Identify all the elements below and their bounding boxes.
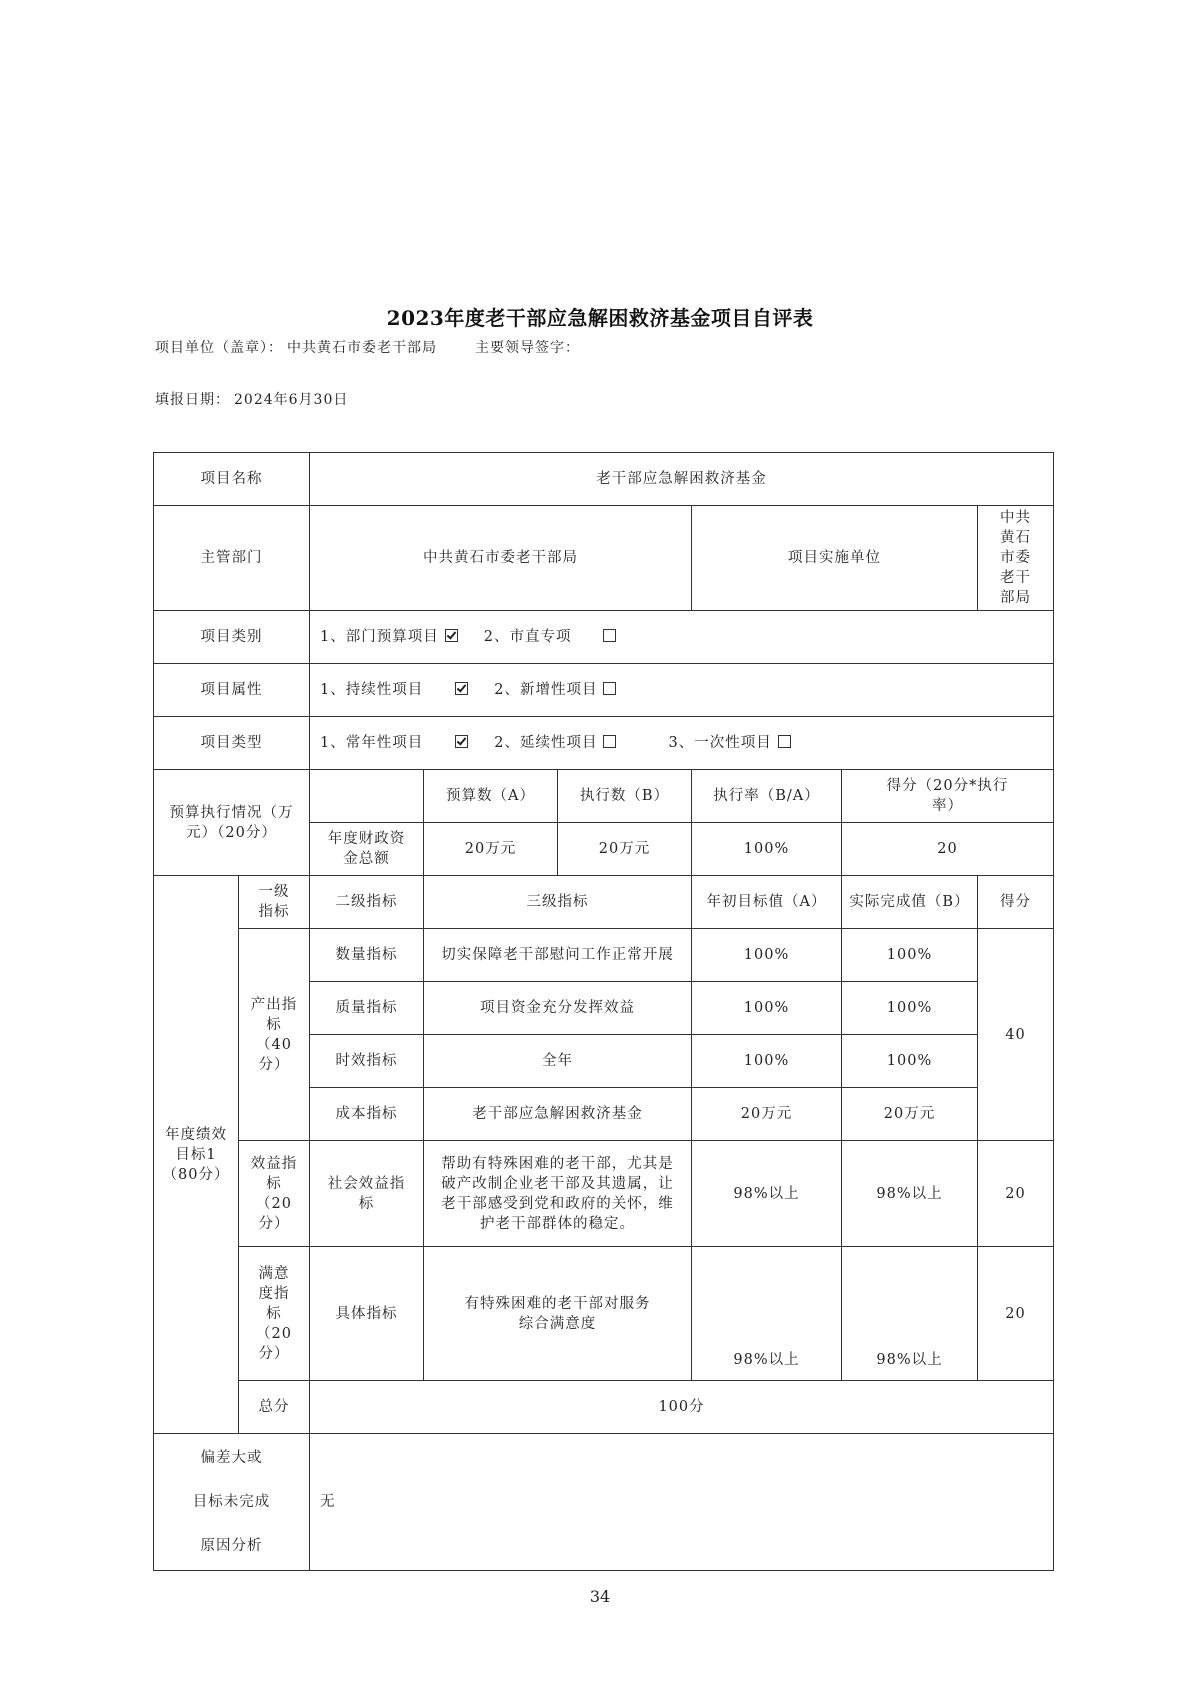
benefit-l3: 帮助有特殊困难的老干部，尤其是破产改制企业老干部及其遗属，让老干部感受到党和政府的关怀，维护老干部群体的稳定。 (424, 1141, 692, 1247)
head-score: 得分 (978, 876, 1054, 929)
budget-row-label: 年度财政资金总额 (310, 823, 424, 876)
budget-a: 20万元 (424, 823, 558, 876)
attr-options (310, 664, 1054, 717)
budget-head-rate: 执行率（B/A） (692, 770, 842, 823)
budget-rate: 100% (692, 823, 842, 876)
type-label: 项目类型 (154, 717, 310, 770)
category-label: 项目类别 (154, 611, 310, 664)
indicator-l3: 老干部应急解困救济基金 (424, 1088, 692, 1141)
indicator-actual: 100% (842, 1035, 978, 1088)
indicator-l3: 切实保障老干部慰问工作正常开展 (424, 929, 692, 982)
project-name-value: 老干部应急解困救济基金 (310, 453, 1054, 506)
cause-label-line: 目标未完成 (192, 1494, 271, 1510)
satis-score: 20 (978, 1247, 1054, 1381)
indicator-row (154, 929, 1054, 982)
indicator-actual: 20万元 (842, 1088, 978, 1141)
cause-label (154, 1434, 310, 1571)
category-opt1: 1、部门预算项目 (320, 629, 439, 645)
head-level1: 一级指标 (239, 876, 310, 929)
head-actual: 实际完成值（B） (842, 876, 978, 929)
attr-opt1: 1、持续性项目 (320, 682, 424, 698)
checked-box-icon[interactable] (455, 735, 468, 748)
indicator-target: 100% (692, 982, 842, 1035)
output-score: 40 (978, 929, 1054, 1141)
indicator-target: 100% (692, 1035, 842, 1088)
satis-l3: 有特殊困难的老干部对服务综合满意度 (424, 1247, 692, 1381)
self-evaluation-table (153, 452, 1054, 1571)
header-date-line (155, 389, 352, 409)
total-value: 100分 (310, 1381, 1054, 1434)
dept-label: 主管部门 (154, 506, 310, 611)
attr-label: 项目属性 (154, 664, 310, 717)
row-type (154, 717, 1054, 770)
row-budget-head (154, 770, 1054, 823)
cause-label-line: 原因分析 (200, 1538, 263, 1554)
unit-label: 项目单位（盖章）： (155, 340, 283, 356)
checked-box-icon[interactable] (455, 682, 468, 695)
row-project-name (154, 453, 1054, 506)
leader-label: 主要领导签字： (475, 340, 580, 356)
satis-l2: 具体指标 (310, 1247, 424, 1381)
indicator-l2: 质量指标 (310, 982, 424, 1035)
budget-label: 预算执行情况（万元）（20分） (154, 770, 310, 876)
empty-box-icon[interactable] (778, 735, 791, 748)
indicator-target: 100% (692, 929, 842, 982)
head-target: 年初目标值（A） (692, 876, 842, 929)
document-title: 2023年度老干部应急解困救济基金项目自评表 (386, 306, 814, 330)
benefit-l2: 社会效益指标 (310, 1141, 424, 1247)
indicator-actual: 100% (842, 929, 978, 982)
dept-value: 中共黄石市委老干部局 (310, 506, 692, 611)
header-unit-line (155, 337, 584, 357)
checked-box-icon[interactable] (445, 629, 458, 642)
page-number: 34 (589, 1587, 611, 1606)
benefit-actual: 98%以上 (842, 1141, 978, 1247)
indicator-l2: 数量指标 (310, 929, 424, 982)
impl-label: 项目实施单位 (692, 506, 978, 611)
cause-label-line: 偏差大或 (200, 1450, 263, 1466)
benefit-label: 效益指标（20分） (239, 1141, 310, 1247)
empty-box-icon[interactable] (603, 629, 616, 642)
satis-target: 98%以上 (692, 1247, 842, 1381)
head-level2: 二级指标 (310, 876, 424, 929)
output-label: 产出指标（40分） (239, 929, 310, 1141)
attr-opt2: 2、新增性项目 (494, 682, 598, 698)
type-opt3: 3、一次性项目 (668, 735, 772, 751)
budget-head-score: 得分（20分*执行率） (842, 770, 1054, 823)
indicator-l3: 项目资金充分发挥效益 (424, 982, 692, 1035)
budget-head-a: 预算数（A） (424, 770, 558, 823)
budget-blank (310, 770, 424, 823)
date-label: 填报日期： (155, 392, 230, 408)
indicator-l2: 成本指标 (310, 1088, 424, 1141)
row-category (154, 611, 1054, 664)
project-name-label: 项目名称 (154, 453, 310, 506)
unit-value: 中共黄石市委老干部局 (287, 340, 437, 356)
satis-label: 满意度指标（20分） (239, 1247, 310, 1381)
indicator-l2: 时效指标 (310, 1035, 424, 1088)
indicator-actual: 100% (842, 982, 978, 1035)
category-opt2: 2、市直专项 (483, 629, 572, 645)
row-cause (154, 1434, 1054, 1571)
indicator-target: 20万元 (692, 1088, 842, 1141)
impl-value: 中共黄石市委老干部局 (978, 506, 1054, 611)
budget-b: 20万元 (558, 823, 692, 876)
budget-head-b: 执行数（B） (558, 770, 692, 823)
row-total (154, 1381, 1054, 1434)
total-label: 总分 (239, 1381, 310, 1434)
cause-value: 无 (310, 1434, 1054, 1571)
benefit-target: 98%以上 (692, 1141, 842, 1247)
row-indicator-head (154, 876, 1054, 929)
row-department (154, 506, 1054, 611)
type-options (310, 717, 1054, 770)
row-benefit (154, 1141, 1054, 1247)
empty-box-icon[interactable] (603, 735, 616, 748)
perf-label: 年度绩效目标1（80分） (154, 876, 239, 1434)
empty-box-icon[interactable] (603, 682, 616, 695)
indicator-l3: 全年 (424, 1035, 692, 1088)
row-satisfaction (154, 1247, 1054, 1381)
row-attribute (154, 664, 1054, 717)
type-opt1: 1、常年性项目 (320, 735, 424, 751)
budget-score: 20 (842, 823, 1054, 876)
date-value: 2024年6月30日 (234, 392, 349, 408)
benefit-score: 20 (978, 1141, 1054, 1247)
category-options (310, 611, 1054, 664)
type-opt2: 2、延续性项目 (494, 735, 598, 751)
head-level3: 三级指标 (424, 876, 692, 929)
satis-actual: 98%以上 (842, 1247, 978, 1381)
